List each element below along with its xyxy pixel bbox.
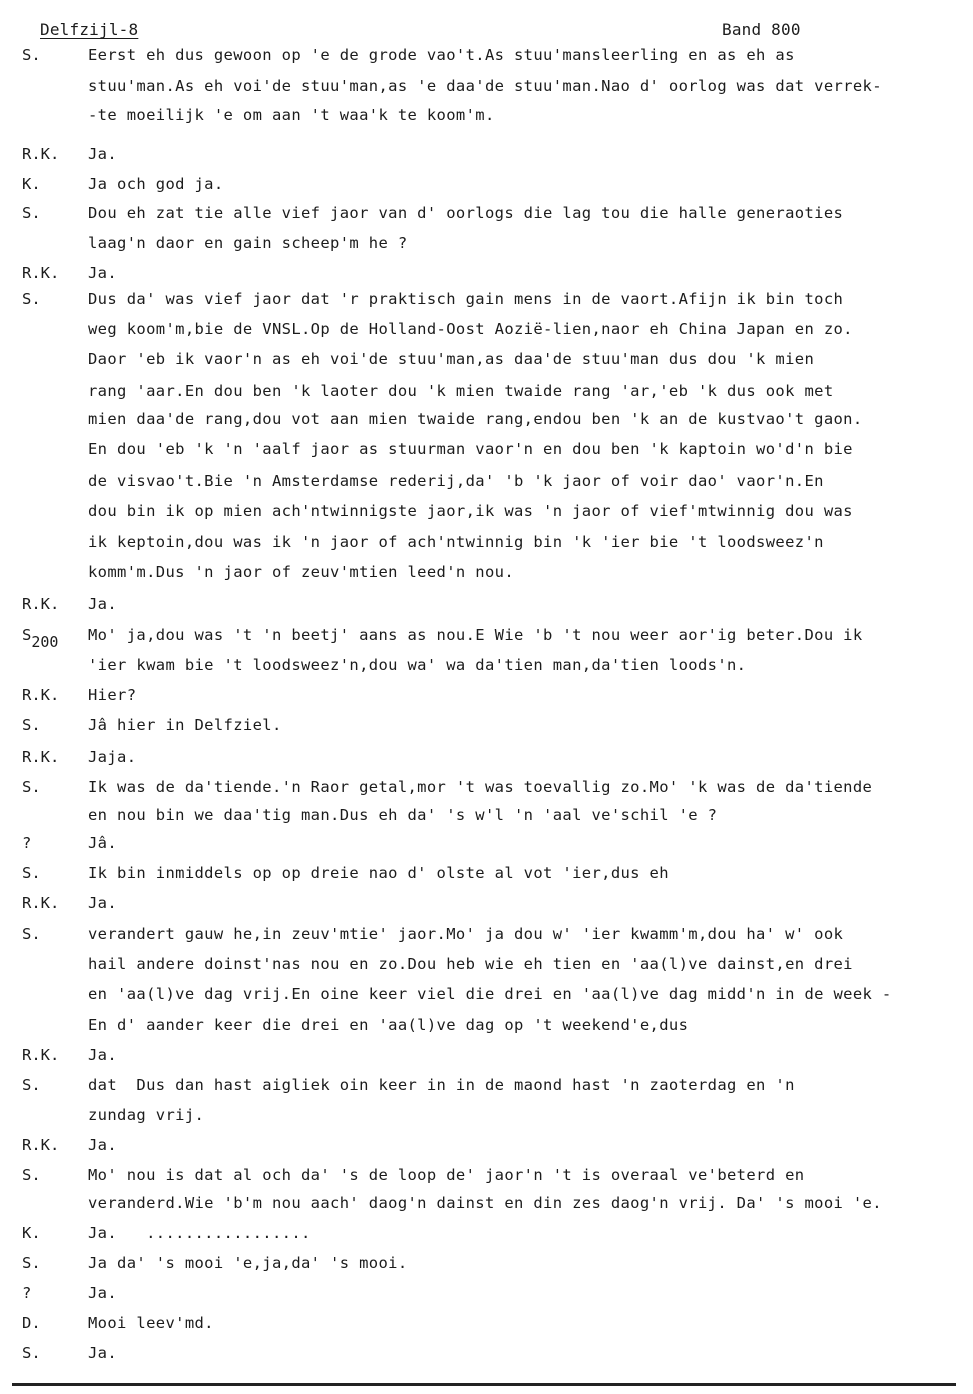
transcript-line: En dou 'eb 'k 'n 'aalf jaor as stuurman vaor'n en dou ben 'k kaptoin wo'd'n bie xyxy=(88,440,853,458)
transcript-line: Ja. xyxy=(88,595,118,613)
speaker-text: K. xyxy=(22,175,41,193)
speaker-text: R.K. xyxy=(22,145,60,163)
speaker-label xyxy=(22,716,41,734)
transcript-line: Ja och god ja. xyxy=(88,175,224,193)
speaker-text: S xyxy=(22,626,32,644)
transcript-line: laag'n daor en gain scheep'm he ? xyxy=(88,234,408,252)
speaker-text: S. xyxy=(22,864,41,882)
speaker-text: R.K. xyxy=(22,595,60,613)
speaker-text: S. xyxy=(22,1076,41,1094)
transcript-line: Ik was de da'tiende.'n Raor getal,mor 't was toevallig zo.Mo' 'k was de da'tiende xyxy=(88,778,873,796)
transcript-line: Jaja. xyxy=(88,748,137,766)
speaker-label xyxy=(22,686,59,704)
transcript-line: Jâ. xyxy=(88,834,118,852)
speaker-text: S. xyxy=(22,204,41,222)
transcript-line: Ja. xyxy=(88,264,118,282)
transcript-line: dat Dus dan hast aigliek oin keer in in de maond hast 'n zaoterdag en 'n xyxy=(88,1076,795,1094)
transcript-line: verandert gauw he,in zeuv'mtie' jaor.Mo' ja dou w' 'ier kwamm'm,dou ha' w' ook xyxy=(88,925,844,943)
transcript-line: Ik bin inmiddels op op dreie nao d' olste al vot 'ier,dus eh xyxy=(88,864,669,882)
transcript-line: En d' aander keer die drei en 'aa(l)ve dag op 't weekend'e,dus xyxy=(88,1016,689,1034)
speaker-label xyxy=(22,626,58,651)
header-band: Band 800 xyxy=(722,20,801,39)
speaker-text: ? xyxy=(22,1284,32,1302)
speaker-text: S. xyxy=(22,778,41,796)
transcript-line: weg koom'm,bie de VNSL.Op de Holland-Oost Aozië-lien,naor eh China Japan en zo. xyxy=(88,320,853,338)
speaker-label xyxy=(22,864,41,882)
transcript-line: Daor 'eb ik vaor'n as eh voi'de stuu'man,as daa'de stuu'man dus dou 'k mien xyxy=(88,350,815,368)
transcript-line: Dus da' was vief jaor dat 'r praktisch gain mens in de vaort.Afijn ik bin toch xyxy=(88,290,844,308)
transcript-line: en 'aa(l)ve dag vrij.En oine keer viel die drei en 'aa(l)ve dag midd'n in de week - xyxy=(88,985,892,1003)
transcript-line: zundag vrij. xyxy=(88,1106,205,1124)
transcript-line: Ja. ................. xyxy=(88,1224,311,1242)
transcript-line: Ja. xyxy=(88,1284,118,1302)
speaker-label xyxy=(22,595,59,613)
speaker-label xyxy=(22,894,59,912)
transcript-line: Ja. xyxy=(88,1046,118,1064)
speaker-text: K. xyxy=(22,1224,41,1242)
speaker-text: ? xyxy=(22,834,32,852)
speaker-label xyxy=(22,1166,41,1184)
speaker-label xyxy=(22,1254,41,1272)
speaker-label xyxy=(22,264,59,282)
transcript-line: -te moeilijk 'e om aan 't waa'k te koom'm. xyxy=(88,106,495,124)
transcript-line: Ja. xyxy=(88,1136,118,1154)
transcript-line: rang 'aar.En dou ben 'k laoter dou 'k mien twaide rang 'ar,'eb 'k dus ook met xyxy=(88,382,834,400)
speaker-text: S. xyxy=(22,716,41,734)
transcript-line: Hier? xyxy=(88,686,137,704)
transcript-line: Ja. xyxy=(88,145,118,163)
transcript-line: de visvao't.Bie 'n Amsterdamse rederij,da' 'b 'k jaor of voir dao' vaor'n.En xyxy=(88,472,824,490)
transcript-line: stuu'man.As eh voi'de stuu'man,as 'e daa'de stuu'man.Nao d' oorlog was dat verrek- xyxy=(88,77,882,95)
transcript-line: veranderd.Wie 'b'm nou aach' daog'n dainst en din zes daog'n vrij. Da' 's mooi 'e. xyxy=(88,1194,882,1212)
speaker-label xyxy=(22,925,41,943)
transcript-line: Mo' nou is dat al och da' 's de loop de' jaor'n 't is overaal ve'beterd en xyxy=(88,1166,805,1184)
speaker-label xyxy=(22,834,31,852)
transcript-line: Mooi leev'md. xyxy=(88,1314,214,1332)
transcript-line: Mo' ja,dou was 't 'n beetj' aans as nou.E Wie 'b 't nou weer aor'ig beter.Dou ik xyxy=(88,626,863,644)
transcript-line: Ja. xyxy=(88,894,118,912)
transcript-line: dou bin ik op mien ach'ntwinnigste jaor,ik was 'n jaor of vief'mtwinnig dou was xyxy=(88,502,853,520)
transcript-line: Dou eh zat tie alle vief jaor van d' oorlogs die lag tou die halle generaoties xyxy=(88,204,844,222)
speaker-label xyxy=(22,778,41,796)
speaker-label xyxy=(22,1284,31,1302)
transcript-line: Eerst eh dus gewoon op 'e de grode vao't.As stuu'mansleerling en as eh as xyxy=(88,46,795,64)
transcript-line: komm'm.Dus 'n jaor of zeuv'mtien leed'n nou. xyxy=(88,563,514,581)
transcript-line: mien daa'de rang,dou vot aan mien twaide rang,endou ben 'k an de kustvao't gaon. xyxy=(88,410,863,428)
speaker-text: R.K. xyxy=(22,894,60,912)
speaker-label xyxy=(22,175,41,193)
bottom-rule xyxy=(12,1383,956,1386)
speaker-text: R.K. xyxy=(22,748,60,766)
transcript-line: 'ier kwam bie 't loodsweez'n,dou wa' wa da'tien man,da'tien loods'n. xyxy=(88,656,747,674)
speaker-text: R.K. xyxy=(22,1136,60,1154)
speaker-text: S. xyxy=(22,1254,41,1272)
speaker-text: S. xyxy=(22,1166,41,1184)
speaker-text: D. xyxy=(22,1314,41,1332)
speaker-text: R.K. xyxy=(22,264,60,282)
speaker-label xyxy=(22,748,59,766)
speaker-text: S. xyxy=(22,46,41,64)
speaker-text: S. xyxy=(22,290,41,308)
header-location: Delfzijl-8 xyxy=(40,20,139,39)
speaker-label xyxy=(22,204,41,222)
speaker-label xyxy=(22,46,41,64)
transcript-line: ik keptoin,dou was ik 'n jaor of ach'ntwinnig bin 'k 'ier bie 't loodsweez'n xyxy=(88,533,824,551)
speaker-label xyxy=(22,290,41,308)
speaker-text: S. xyxy=(22,1344,41,1362)
speaker-text: S. xyxy=(22,925,41,943)
speaker-label xyxy=(22,1076,41,1094)
speaker-label xyxy=(22,1344,41,1362)
speaker-text: R.K. xyxy=(22,1046,60,1064)
speaker-label xyxy=(22,1224,41,1242)
speaker-label xyxy=(22,1136,59,1154)
speaker-label xyxy=(22,1046,59,1064)
transcript-line: hail andere doinst'nas nou en zo.Dou heb wie eh tien en 'aa(l)ve dainst,en drei xyxy=(88,955,853,973)
transcript-line: en nou bin we daa'tig man.Dus eh da' 's w'l 'n 'aal ve'schil 'e ? xyxy=(88,806,718,824)
speaker-label xyxy=(22,145,59,163)
speaker-text: R.K. xyxy=(22,686,60,704)
transcript-line: Jâ hier in Delfziel. xyxy=(88,716,282,734)
speaker-label xyxy=(22,1314,41,1332)
transcript-line: Ja da' 's mooi 'e,ja,da' 's mooi. xyxy=(88,1254,408,1272)
speaker-counter: 200 xyxy=(31,633,59,651)
transcript-line: Ja. xyxy=(88,1344,118,1362)
